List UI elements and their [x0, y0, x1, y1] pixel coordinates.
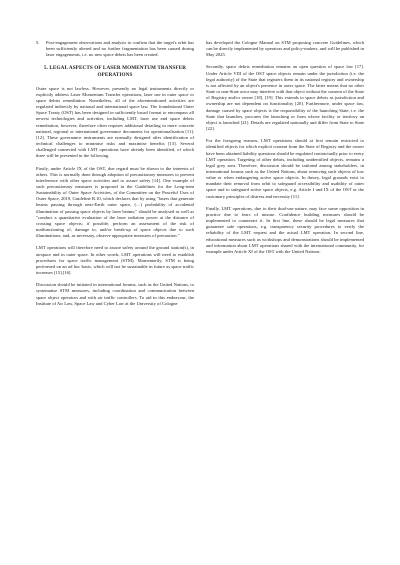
paragraph: Secondly, space debris remediation remains an open question of space law [17]. Under Article VIII of the OST space objects remain under the jurisdiction (i.e. the legal authority) of the State that registers them in its national registry and ownership is not affected by an object's presence in outer space. The latter means that no other State or non-State actor may interfere with that object without the consent of the State of Registry and/or owner [18], [19]. This extends to space debris as jurisdiction and ownership are not dependent on functionality [20]. Furthermore, under space law, damage caused by space objects is the responsibility of the launching State, i.e. the State that launches, procures the launching or from whose facility or territory an object is launched [21]. Details are regulated nationally and differ from State to State [22].: [206, 64, 364, 132]
paragraph: Outer space is not lawless. However, presently no legal instruments directly or explicitly address Laser Momentum Transfer operations, laser use in outer space or space debris remediation. Nonetheless, all of the aforementioned activities are regulated indirectly by national and international space law. The foundational Outer Space Treaty (OST) has been designed in sufficiently broad format to encompass all newest technologies and activities, including LMT, laser use and space debris remediation, however, therefore often requires additional detailing in more concrete national, regional or international governance documents for operationalisation [11], [12]. These governance instruments are normally designed after identification of technical challenges to minimise risks and maximise benefits [13]. Several challenged connected with LMT operations have already been identified, of which three will be presented in the following.: [36, 85, 194, 159]
paragraph: Finally, LMT operations, due to their dual-use nature, may face some opposition in practice due to fears of misuse. Confidence building measures should be implemented to counteract it. In first line, these should be legal measures that guarantee safe operations, e.g. transparency security procedures to verify the reliability of the LMT request and the actual LMT operation. In second line, educational measures such as workshops and demonstrations should be implemented and information about LMT operations shared with the international community, for example under Article XI of the OST with the United Nations.: [206, 205, 364, 254]
two-column-body: [36, 40, 364, 313]
paragraph: Firstly, under Article IX of the OST, due regard must be shown to the interests of others. This is normally done through adoption of precautionary measures to prevent interference with other space activities and to assure safety [14]. One example of such precautionary measures is proposed in the Guidelines for the Long-term Sustainability of Outer Space Activities, of the Committee on the Peaceful Uses of Outer Space, 2019, Guideline B.10, which declares that by using "lasers that generate beams passing through near-Earth outer space, (…) probability of accidental illumination of passing space objects by laser beams;" should be analysed as well as "conduct a quantitative evaluation of the laser radiation power at the distance of crossing space objects; if possible, perform an assessment of the risk of malfunctioning of, damage to, and/or break-up of space objects due to such illuminations; and, as necessary, observe appropriate measures of precaution.": [36, 165, 194, 239]
list-item-text: Post-engagement observations and analysis to confirm that the target's orbit has been sufficiently altered and no further fragmentation has been caused during laser engagements, i.e. no new space debris has been created.: [46, 40, 194, 58]
paragraph: For the foregoing reasons, LMT operations should at first remain restricted to identified objects for which explicit consent from the State of Registry and the owner have been obtained liability questions should be regulated contractually prior to every LMT operation. Targeting of other debris, including unidentified objects, remains a legal grey area. Therefore, discussion should be initiated among stakeholders, in international forums such as the United Nations, about removing such objects of low value or when endangering active space objects. In theory, legal grounds exist to mandate their removal from orbit to safeguard accessibility and usability of outer space and to safeguard active space objects, e.g. Article I and IX of the OST or the customary principles of distress and necessity [11].: [206, 138, 364, 199]
list-item-number: 5.: [36, 40, 40, 45]
paragraph: LMT operations will therefore need to assure safety around the ground station(s), in airspace and in outer space. In other words, LMT operations will need to establish procedures for space traffic management (STM). Momentarily, STM is being performed on an ad hoc basis, which will not be sustainable in future as space traffic increases [15],[16].: [36, 245, 194, 276]
paragraph: has developed the Cologne Manual on STM proposing concrete Guidelines, which can be directly implemented by operators and policy-makers, and will be published in May 2025.: [206, 40, 364, 58]
paragraph: Discussion should be initiated in international forums, such as the United Nations, to systematise STM measures, including coordination and communication between space object operators and with air traffic controllers. To aid in this endeavour, the Institute of Air Law, Space Law and Cyber Law at the University of Cologne: [36, 282, 194, 306]
section-heading: 5. LEGAL ASPECTS OF LASER MOMENTUM TRANSFER OPERATIONS: [43, 65, 187, 79]
left-column: [36, 40, 194, 313]
right-column: [206, 40, 364, 313]
list-item: [36, 40, 194, 58]
